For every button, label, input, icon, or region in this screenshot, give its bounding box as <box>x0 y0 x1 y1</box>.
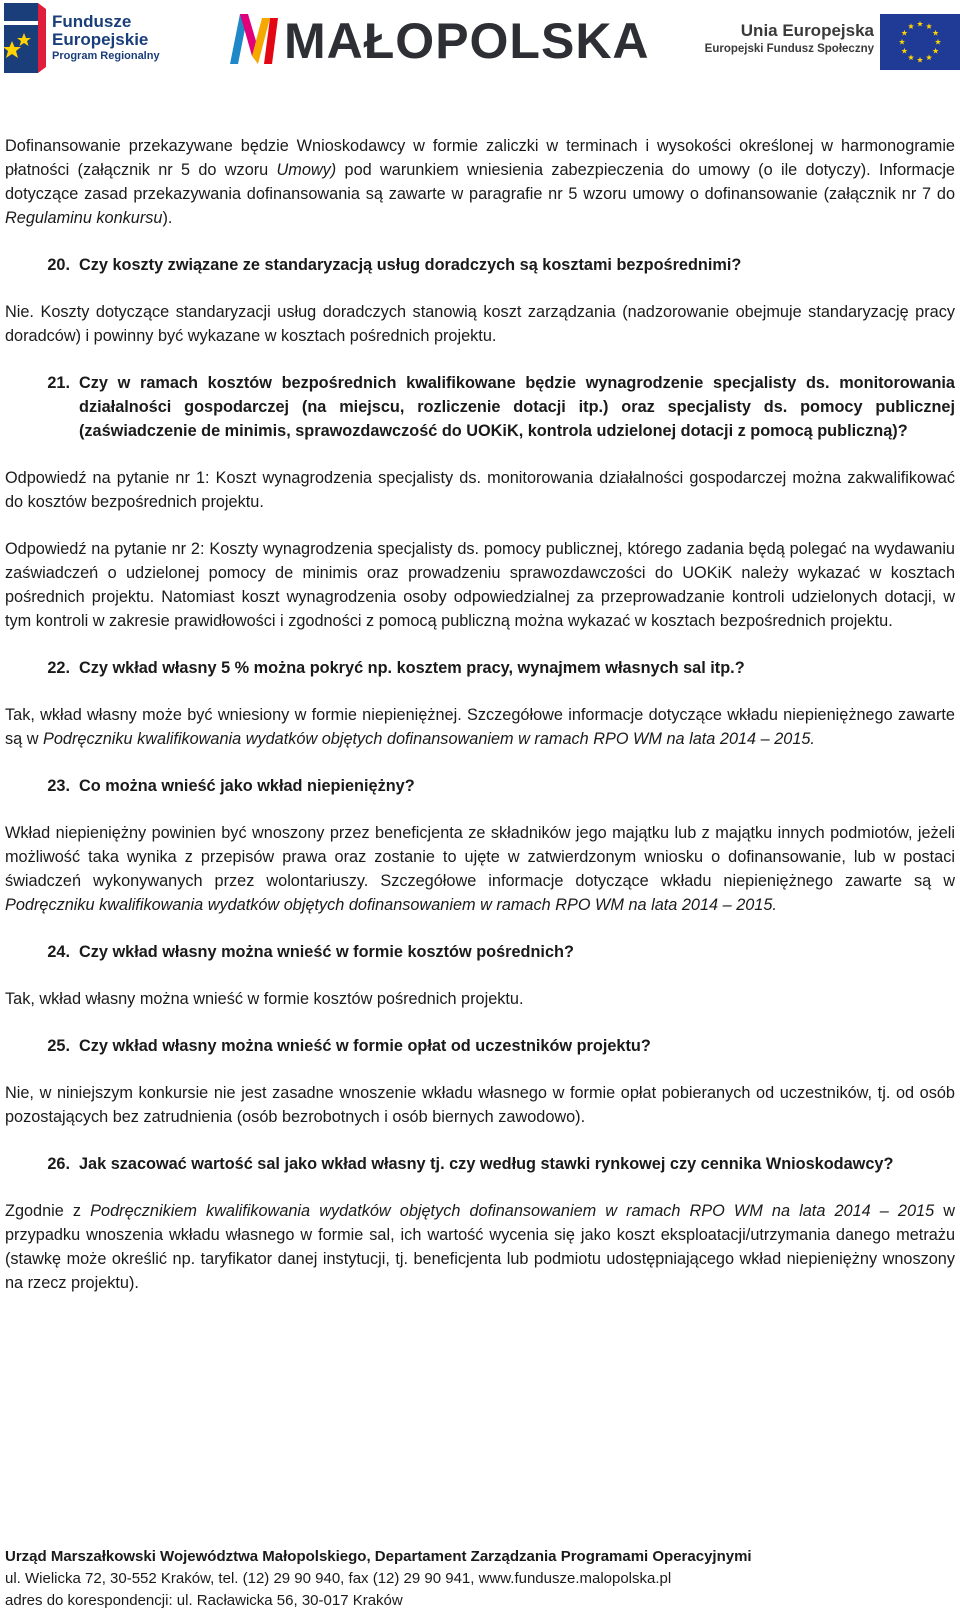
footer-address: ul. Wielicka 72, 30-552 Kraków, tel. (12) 29 90 940, fax (12) 29 90 941, www.fundusze.malopolska.pl <box>5 1570 672 1587</box>
eu-flag-icon <box>880 14 960 70</box>
fe-flag-icon <box>4 3 46 73</box>
document-body <box>5 134 955 1295</box>
eu-logo-line2: Europejski Fundusz Społeczny <box>704 43 874 55</box>
footer-correspondence: adres do korespondencji: ul. Racławicka 56, 30-017 Kraków <box>5 1592 403 1609</box>
fe-logo-line3: Program Regionalny <box>52 50 160 62</box>
answer-24: Tak, wkład własny można wnieść w formie kosztów pośrednich projektu. <box>5 990 524 1008</box>
unia-europejska-logo <box>686 12 956 72</box>
answer-25: Nie, w niniejszym konkursie nie jest zasadne wnoszenie wkładu własnego w formie opłat pobieranych od uczestników, tj. od osób pozostających bez zatrudnienia (osób bezrobotnych i osób biernych zawodowo). <box>5 1084 955 1126</box>
fe-logo-line1: Fundusze <box>52 12 132 31</box>
eu-logo-text <box>686 21 874 57</box>
fundusze-europejskie-logo <box>4 3 179 73</box>
question-26: 26. Jak szacować wartość sal jako wkład własny tj. czy według stawki rynkowej czy cennika Wnioskodawcy? <box>47 1155 894 1173</box>
eu-logo-line1: Unia Europejska <box>740 21 874 40</box>
answer-21-part-2: Odpowiedź na pytanie nr 2: Koszty wynagrodzenia specjalisty ds. pomocy publicznej, którego zadania będą polegać na wydawaniu zaświadczeń o udzielonej pomocy de minimis oraz prowadzeniu sprawozdawczości do UOKiK należy wykazać w kosztach pośrednich projektu. Natomiast koszt wynagrodzenia osoby odpowiedzialnej za przeprowadzanie kontroli udzielonych dotacji, w tym kontroli w zakresie prawidłowości i zgodności z pomocą publiczną można wykazać w kosztach bezpośrednich projektu. <box>5 540 955 630</box>
question-22: 22. Czy wkład własny 5 % można pokryć np. kosztem pracy, wynajmem własnych sal itp.? <box>47 659 745 677</box>
page-footer <box>5 1546 955 1612</box>
malopolska-wordmark: MAŁOPOLSKA <box>284 13 650 69</box>
question-23: 23. Co można wnieść jako wkład niepieniężny? <box>47 777 415 795</box>
question-20: 20. Czy koszty związane ze standaryzacją usług doradczych są kosztami bezpośrednimi? <box>47 256 742 274</box>
fe-logo-line2: Europejskie <box>52 30 149 49</box>
answer-23: Wkład niepieniężny powinien być wnoszony przez beneficjenta ze składników jego majątku lub z majątku innych podmiotów, jeżeli możliwość taka wynika z przepisów prawa oraz zostanie to ujęte w zatwierdzonym wniosku o dofinansowanie, lub w postaci świadczeń wykonywanych przez wolontariuszy. Szczegółowe informacje dotyczące wkładu niepieniężnego zawarte są w Podręczniku kwalifikowania wydatków objętych dofinansowaniem w ramach RPO WM na lata 2014 – 2015. <box>5 824 955 914</box>
answer-20: Nie. Koszty dotyczące standaryzacji usług doradczych stanowią koszt zarządzania (nadzorowanie obejmuje standaryzację pracy doradców) i powinny być wykazane w kosztach pośrednich projektu. <box>5 303 955 345</box>
answer-22: Tak, wkład własny może być wniesiony w formie niepieniężnej. Szczegółowe informacje dotyczące wkładu niepieniężnego zawarte są w Podręczniku kwalifikowania wydatków objętych dofinansowaniem w ramach RPO WM na lata 2014 – 2015. <box>5 706 955 748</box>
answer-21-part-1: Odpowiedź na pytanie nr 1: Koszt wynagrodzenia specjalisty ds. monitorowania działalności gospodarczej można zakwalifikować do kosztów bezpośrednich projektu. <box>5 469 955 511</box>
page-header <box>0 0 960 80</box>
footer-institution: Urząd Marszałkowski Województwa Małopolskiego, Departament Zarządzania Programami Operacyjnymi <box>5 1548 752 1565</box>
question-24: 24. Czy wkład własny można wnieść w formie kosztów pośrednich? <box>47 943 574 961</box>
intro-paragraph: Dofinansowanie przekazywane będzie Wnioskodawcy w formie zaliczki w terminach i wysokości określonej w harmonogramie płatności (załącznik nr 5 do wzoru Umowy) pod warunkiem wniesienia zabezpieczenia do umowy (o ile dotyczy). Informacje dotyczące zasad przekazywania dofinansowania są zawarte w paragrafie nr 5 wzoru umowy o dofinansowanie (załącznik nr 7 do Regulaminu konkursu). <box>5 137 955 227</box>
fe-logo-text <box>52 13 160 63</box>
malopolska-m-icon <box>228 10 280 66</box>
answer-26: Zgodnie z Podręcznikiem kwalifikowania wydatków objętych dofinansowaniem w ramach RPO WM na lata 2014 – 2015 w przypadku wnoszenia wkładu własnego w formie sal, ich wartość wycenia się jako koszt eksploatacji/utrzymania danego metrażu (stawkę może określić np. taryfikator danej instytucji, tj. beneficjenta lub podmiotu udostępniającego wkład niepieniężny wnoszony na rzecz projektu). <box>5 1202 956 1292</box>
question-25: 25. Czy wkład własny można wnieść w formie opłat od uczestników projektu? <box>47 1037 651 1055</box>
question-21: 21. Czy w ramach kosztów bezpośrednich kwalifikowane będzie wynagrodzenie specjalisty ds. monitorowania działalności gospodarczej (na miejscu, rozliczenie dotacji itp.) oraz specjalisty ds. pomocy publicznej (zaświadczenie de minimis, sprawozdawczość do UOKiK, kontrola udzielonej dotacji z pomocą publiczną)? <box>47 374 955 440</box>
malopolska-logo <box>228 10 650 70</box>
